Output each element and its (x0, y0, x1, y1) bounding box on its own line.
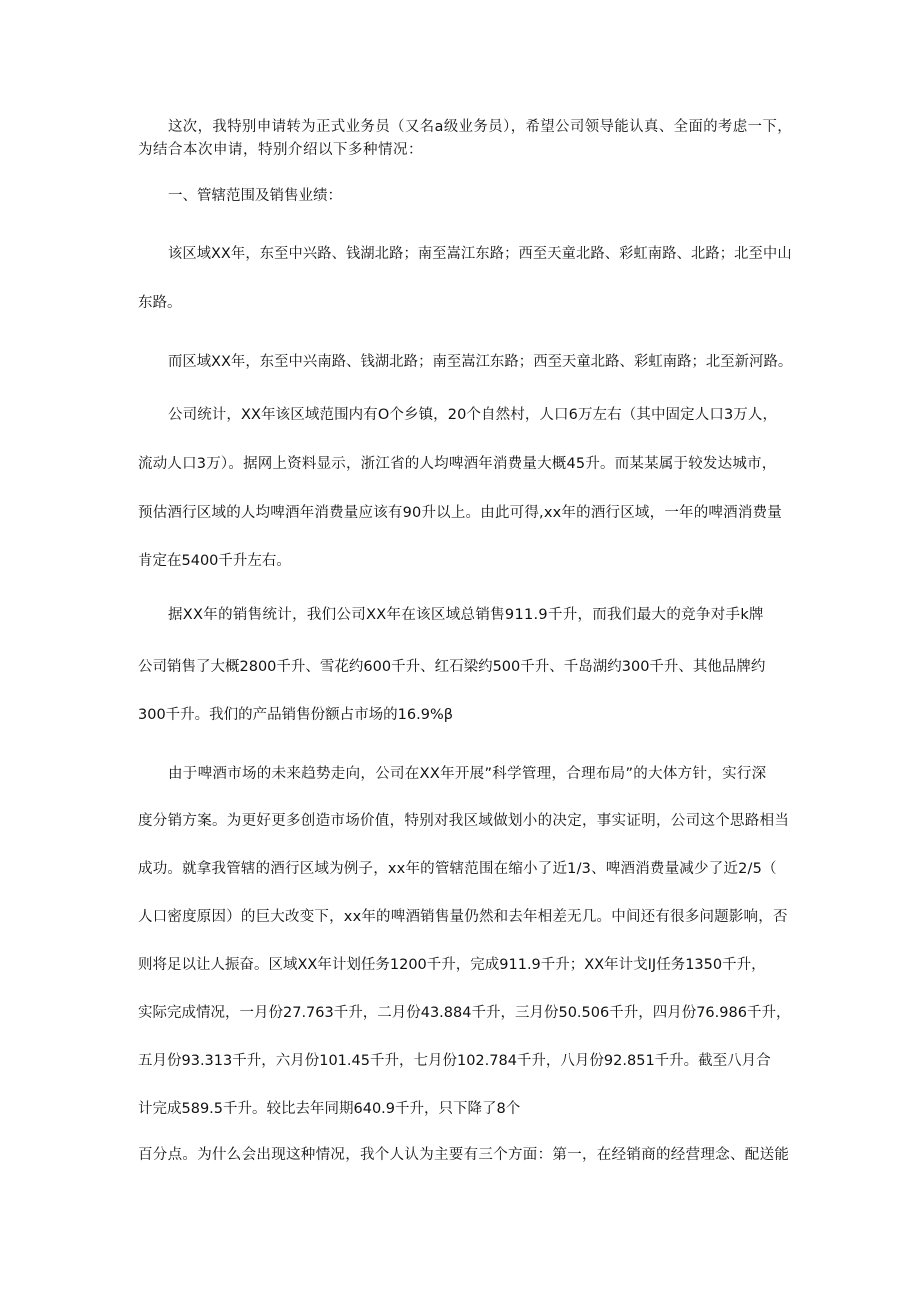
text-line: 预估酒行区域的人均啤酒年消费量应该有90升以上。由此可得,xx年的酒行区域，一年的啤酒消费量 (138, 505, 782, 521)
text-line: 五月份93.313千升，六月份101.45千升，七月份102.784千升，八月份92.851千升。截至八月合 (138, 1053, 771, 1069)
text-line: 流动人口3万）。据网上资料显示，浙江省的人均啤酒年消费量大概45升。而某某属于较发达城市， (138, 456, 777, 472)
text-line: 计完成589.5千升。较比去年同期640.9千升，只下降了8个 (138, 1101, 521, 1117)
text-line: 为结合本次申请，特别介绍以下多种情况： (138, 142, 423, 158)
text-line: 肯定在5400千升左右。 (138, 553, 291, 569)
text-line: 成功。就拿我管辖的酒行区域为例子，xx年的管辖范围在缩小了近1/3、啤酒消费量减少了近2/5（ (138, 861, 777, 877)
text-line: 东路。 (138, 295, 182, 311)
text-line: 公司统计，XX年该区域范围内有O个乡镇，20个自然村，人口6万左右（其中固定人口3万人， (168, 407, 778, 423)
text-line: 而区域XX年，东至中兴南路、钱湖北路；南至嵩江东路；西至天童北路、彩虹南路；北至新河路。 (168, 354, 793, 370)
text-line: 300千升。我们的产品销售份额占市场的16.9%β (138, 707, 453, 723)
text-line: 公司销售了大概2800千升、雪花约600千升、红石梁约500千升、千岛湖约300千升、其他品牌约 (138, 659, 766, 675)
text-line: 实际完成情况，一月份27.763千升，二月份43.884千升，三月份50.506千升，四月份76.986千升， (138, 1005, 791, 1021)
text-line: 则将足以让人振奋。区域XX年计划任务1200千升，完成911.9千升；XX年计戈IJ任务1350千升， (138, 957, 766, 973)
section-heading: 一、管辖范围及销售业绩： (168, 188, 342, 204)
text-line: 人口密度原因）的巨大改变下，xx年的啤酒销售量仍然和去年相差无几。中间还有很多问题影响，否 (138, 909, 788, 925)
text-line: 由于啤酒市场的未来趋势走向，公司在XX年开展”科学管理，合理布局”的大体方针，实行深 (168, 766, 767, 782)
text-line: 这次，我特别申请转为正式业务员（又名a级业务员），希望公司领导能认真、全面的考虑一下， (168, 119, 793, 135)
text-line: 百分点。为什么会出现这种情况，我个人认为主要有三个方面：第一，在经销商的经营理念、配送能 (138, 1147, 790, 1163)
text-line: 度分销方案。为更好更多创造市场价值，特别对我区域做划小的决定，事实证明，公司这个思路相当 (138, 813, 790, 829)
text-line: 该区域XX年，东至中兴路、钱湖北路；南至嵩江东路；西至天童北路、彩虹南路、北路；北至中山 (168, 246, 792, 262)
text-line: 据XX年的销售统计，我们公司XX年在该区域总销售911.9千升，而我们最大的竞争对手k牌 (168, 607, 764, 623)
